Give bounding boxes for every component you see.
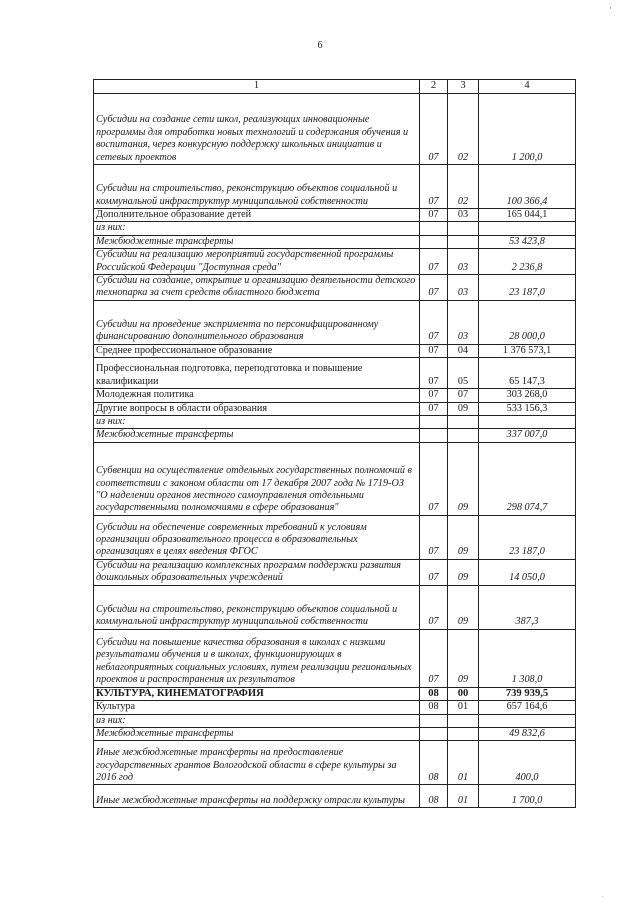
row-subsection: 02 xyxy=(448,165,479,209)
table-row xyxy=(94,275,576,301)
table-row xyxy=(94,222,576,235)
row-amount: 100 366,4 xyxy=(479,165,576,209)
row-subsection: 03 xyxy=(448,209,479,222)
row-name: Другие вопросы в области образования xyxy=(94,402,420,415)
table-row xyxy=(94,785,576,808)
row-section: 07 xyxy=(420,209,448,222)
row-name: Дополнительное образование детей xyxy=(94,209,420,222)
row-subsection: 03 xyxy=(448,275,479,301)
row-subsection: 05 xyxy=(448,358,479,389)
row-section xyxy=(420,222,448,235)
table-row xyxy=(94,701,576,714)
row-subsection: 09 xyxy=(448,442,479,515)
row-amount: 739 939,5 xyxy=(479,687,576,700)
row-name: Культура xyxy=(94,701,420,714)
row-name: Субсидии на реализацию комплексных программ поддержки развития дошкольных образовательных учреждений xyxy=(94,559,420,585)
row-section: 08 xyxy=(420,741,448,785)
table-row xyxy=(94,209,576,222)
table-row xyxy=(94,585,576,629)
row-amount xyxy=(479,222,576,235)
row-subsection: 04 xyxy=(448,344,479,357)
row-subsection: 09 xyxy=(448,629,479,687)
row-subsection xyxy=(448,416,479,429)
table-row xyxy=(94,94,576,165)
row-name: из них: xyxy=(94,416,420,429)
row-amount: 165 044,1 xyxy=(479,209,576,222)
row-amount: 1 700,0 xyxy=(479,785,576,808)
row-name: КУЛЬТУРА, КИНЕМАТОГРАФИЯ xyxy=(94,687,420,700)
table-row xyxy=(94,300,576,344)
row-subsection: 01 xyxy=(448,785,479,808)
row-section xyxy=(420,727,448,740)
row-subsection: 02 xyxy=(448,94,479,165)
row-subsection xyxy=(448,222,479,235)
header-col-4: 4 xyxy=(479,80,576,94)
row-amount: 2 236,8 xyxy=(479,249,576,275)
table-row xyxy=(94,629,576,687)
table-row xyxy=(94,727,576,740)
table-row xyxy=(94,389,576,402)
table-row xyxy=(94,249,576,275)
row-subsection: 00 xyxy=(448,687,479,700)
row-amount xyxy=(479,714,576,727)
row-name: Среднее профессиональное образование xyxy=(94,344,420,357)
row-subsection: 09 xyxy=(448,559,479,585)
row-subsection: 09 xyxy=(448,585,479,629)
header-col-3: 3 xyxy=(448,80,479,94)
table-row xyxy=(94,741,576,785)
row-name: Субсидии на обеспечение современных требований к условиям организации образовательного процесса в образовательных организациях в целях введения ФГОС xyxy=(94,515,420,559)
row-amount: 1 308,0 xyxy=(479,629,576,687)
row-name: Иные межбюджетные трансферты на предоставление государственных грантов Вологодской области в сфере культуры за 2016 год xyxy=(94,741,420,785)
page-number: 6 xyxy=(317,40,323,51)
row-name: Субсидии на проведение экспримента по персонифицированному финансированию дополнительного образования xyxy=(94,300,420,344)
row-name: Субсидии на создание сети школ, реализующих инновационные программы для отработки новых технологий и содержания обучения и воспитания, через конкурсную поддержку школьных инициатив и сетевых проектов xyxy=(94,94,420,165)
row-subsection xyxy=(448,429,479,442)
header-col-1: 1 xyxy=(94,80,420,94)
row-section: 07 xyxy=(420,300,448,344)
row-amount: 65 147,3 xyxy=(479,358,576,389)
table-row xyxy=(94,344,576,357)
row-subsection xyxy=(448,727,479,740)
row-amount: 303 268,0 xyxy=(479,389,576,402)
table-row xyxy=(94,358,576,389)
table-row xyxy=(94,235,576,248)
row-amount: 400,0 xyxy=(479,741,576,785)
row-section: 08 xyxy=(420,785,448,808)
row-section: 07 xyxy=(420,275,448,301)
row-name: Межбюджетные трансферты xyxy=(94,235,420,248)
table-row xyxy=(94,687,576,700)
row-amount: 14 050,0 xyxy=(479,559,576,585)
row-amount: 23 187,0 xyxy=(479,275,576,301)
row-section: 07 xyxy=(420,515,448,559)
row-section: 07 xyxy=(420,94,448,165)
row-amount: 1 200,0 xyxy=(479,94,576,165)
table-row xyxy=(94,559,576,585)
row-amount: 49 832,6 xyxy=(479,727,576,740)
row-section xyxy=(420,429,448,442)
row-section: 07 xyxy=(420,389,448,402)
row-name: Субсидии на строительство, реконструкцию объектов социальной и коммунальной инфраструктур муниципальной собственности xyxy=(94,165,420,209)
row-section xyxy=(420,416,448,429)
row-name: Молодежная политика xyxy=(94,389,420,402)
row-section: 07 xyxy=(420,402,448,415)
row-subsection: 07 xyxy=(448,389,479,402)
row-name: Межбюджетные трансферты xyxy=(94,727,420,740)
row-amount: 53 423,8 xyxy=(479,235,576,248)
row-name: Иные межбюджетные трансферты на поддержку отрасли культуры xyxy=(94,785,420,808)
row-section xyxy=(420,714,448,727)
row-name: Субсидии на создание, открытие и организацию деятельности детского технопарка за счет средств областного бюджета xyxy=(94,275,420,301)
row-subsection: 09 xyxy=(448,515,479,559)
row-name: Субвенции на осуществление отдельных государственных полномочий в соответствии с законом области от 17 декабря 2007 года № 1719-ОЗ "О наделении органов местного самоуправления отдельными государственными полномочиями в сфере образования" xyxy=(94,442,420,515)
row-section xyxy=(420,235,448,248)
table-row xyxy=(94,416,576,429)
row-section: 08 xyxy=(420,701,448,714)
row-section: 08 xyxy=(420,687,448,700)
row-amount: 298 074,7 xyxy=(479,442,576,515)
row-subsection: 01 xyxy=(448,741,479,785)
row-amount xyxy=(479,416,576,429)
table-row xyxy=(94,442,576,515)
row-amount: 23 187,0 xyxy=(479,515,576,559)
row-subsection xyxy=(448,714,479,727)
table-row xyxy=(94,714,576,727)
table-row xyxy=(94,429,576,442)
row-name: из них: xyxy=(94,714,420,727)
row-section: 07 xyxy=(420,249,448,275)
row-name: из них: xyxy=(94,222,420,235)
row-subsection: 09 xyxy=(448,402,479,415)
header-col-2: 2 xyxy=(420,80,448,94)
row-name: Профессиональная подготовка, переподготовка и повышение квалификации xyxy=(94,358,420,389)
row-amount: 657 164,6 xyxy=(479,701,576,714)
row-subsection: 01 xyxy=(448,701,479,714)
table-row xyxy=(94,402,576,415)
row-name: Субсидии на реализацию мероприятий государственной программы Российской Федерации "Доступная среда" xyxy=(94,249,420,275)
row-name: Межбюджетные трансферты xyxy=(94,429,420,442)
row-section: 07 xyxy=(420,629,448,687)
row-amount: 533 156,3 xyxy=(479,402,576,415)
table-header-row xyxy=(94,80,576,94)
row-section: 07 xyxy=(420,165,448,209)
row-subsection: 03 xyxy=(448,300,479,344)
row-subsection xyxy=(448,235,479,248)
corner-mark-bottom: · xyxy=(601,893,604,901)
row-subsection: 03 xyxy=(448,249,479,275)
table-row xyxy=(94,165,576,209)
row-amount: 1 376 573,1 xyxy=(479,344,576,357)
row-amount: 28 000,0 xyxy=(479,300,576,344)
row-name: Субсидии на повышение качества образования в школах с низкими результатами обучения и в школах, функционирующих в неблагоприятных социальных условиях, путем реализации региональных проектов и распространения их результатов xyxy=(94,629,420,687)
row-amount: 387,3 xyxy=(479,585,576,629)
row-section: 07 xyxy=(420,358,448,389)
row-section: 07 xyxy=(420,559,448,585)
row-amount: 337 007,0 xyxy=(479,429,576,442)
row-section: 07 xyxy=(420,442,448,515)
budget-table xyxy=(93,79,576,808)
row-name: Субсидии на строительство, реконструкцию объектов социальной и коммунальной инфраструктур муниципальной собственности xyxy=(94,585,420,629)
row-section: 07 xyxy=(420,344,448,357)
table-row xyxy=(94,515,576,559)
corner-mark-top: · xyxy=(609,3,612,13)
row-section: 07 xyxy=(420,585,448,629)
